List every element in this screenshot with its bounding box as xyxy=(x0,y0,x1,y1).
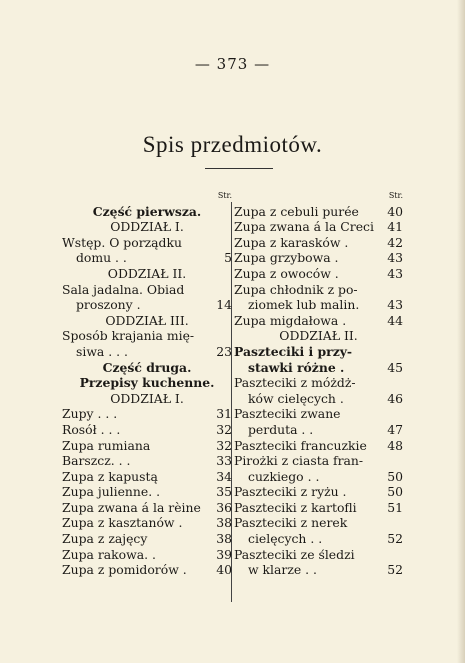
toc-entry-text: ków cielęcych . xyxy=(248,390,344,406)
toc-entry xyxy=(234,360,403,376)
toc-page-number: 39 xyxy=(216,546,232,562)
toc-entry-text: Paszteciki i przy- xyxy=(234,343,353,359)
toc-entry xyxy=(62,250,232,266)
toc-entry-text: Część druga. xyxy=(102,359,192,375)
toc-page-number: 40 xyxy=(387,203,403,219)
toc-entry-text: ODDZIAŁ I. xyxy=(110,390,184,406)
toc-page-number: 50 xyxy=(387,468,403,484)
toc-entry xyxy=(234,266,403,282)
toc-part-heading xyxy=(62,375,232,391)
toc-entry-text: Paszteciki ze śledzi xyxy=(234,546,355,562)
toc-page-number: 50 xyxy=(387,484,403,500)
toc-entry-text: ODDZIAŁ II. xyxy=(107,265,187,281)
toc-entry xyxy=(234,204,403,220)
toc-entry-text: ODDZIAŁ III. xyxy=(105,312,189,328)
toc-entry xyxy=(234,235,403,251)
toc-right-column xyxy=(234,188,403,578)
toc-entry-text: Zupa rumiana xyxy=(62,437,151,453)
toc-entry-text: Paszteciki z nerek xyxy=(234,515,348,531)
toc-entry-text: Zupa chłodnik z po- xyxy=(234,281,358,297)
toc-entry-text: proszony . xyxy=(76,297,141,313)
toc-entry-text: w klarze . . xyxy=(248,562,317,578)
toc-page-number: 40 xyxy=(216,562,232,578)
toc-entry xyxy=(234,344,403,360)
toc-entry xyxy=(234,219,403,235)
toc-entry-text: Sposób krajania mię- xyxy=(62,328,195,344)
toc-entry-text: domu . . xyxy=(76,250,127,266)
toc-section-heading xyxy=(62,266,232,282)
toc-entry xyxy=(62,438,232,454)
page-column-label: Str. xyxy=(388,191,403,200)
toc-entry-text: Zupa zwana á la rèine xyxy=(62,499,201,515)
toc-page-number: 51 xyxy=(387,499,403,515)
toc-entry xyxy=(234,531,403,547)
toc-left-column xyxy=(62,188,232,578)
toc-page-number: 47 xyxy=(387,421,403,437)
toc-page-column-label xyxy=(234,188,403,204)
toc-page-number: 36 xyxy=(216,499,232,515)
toc-entry xyxy=(234,406,403,422)
toc-entry-text: stawki różne . xyxy=(248,359,345,375)
toc-entry xyxy=(234,422,403,438)
toc-entry-text: cuzkiego . . xyxy=(248,468,320,484)
toc-entry-text: ziomek lub malin. xyxy=(248,297,360,313)
toc-page-number: 52 xyxy=(387,531,403,547)
toc-entry xyxy=(234,282,403,298)
toc-entry xyxy=(62,328,232,344)
toc-entry xyxy=(234,469,403,485)
toc-page-number: 43 xyxy=(387,250,403,266)
toc-page-number: 5 xyxy=(224,250,232,266)
toc-page-number: 42 xyxy=(387,234,403,250)
toc-entry xyxy=(234,438,403,454)
toc-entry-text: Zupa grzybowa . xyxy=(234,250,339,266)
toc-page-number: 41 xyxy=(387,219,403,235)
toc-entry xyxy=(62,235,232,251)
toc-entry xyxy=(234,500,403,516)
toc-page-number: 33 xyxy=(216,453,232,469)
toc-page-number: 23 xyxy=(216,343,232,359)
toc-entry xyxy=(62,547,232,563)
toc-page-column-label xyxy=(62,188,232,204)
toc-section-heading xyxy=(62,391,232,407)
toc-entry-text: Zupa z kasztanów . xyxy=(62,515,183,531)
title-underline-rule xyxy=(205,168,273,169)
toc-part-heading xyxy=(62,204,232,220)
toc-entry-text: siwa . . . xyxy=(76,343,128,359)
toc-entry xyxy=(62,344,232,360)
toc-page-number: 52 xyxy=(387,562,403,578)
toc-entry-text: ODDZIAŁ II. xyxy=(279,328,358,344)
page-number-header: — 373 — xyxy=(194,55,271,73)
toc-entry-text: Paszteciki z móżdż- xyxy=(234,375,356,391)
toc-page-number: 31 xyxy=(216,406,232,422)
toc-entry-text: Zupa z pomidorów . xyxy=(62,562,187,578)
page-title: Spis przedmiotów. xyxy=(142,132,323,157)
toc-entry xyxy=(62,515,232,531)
toc-page-number: 35 xyxy=(216,484,232,500)
toc-entry-text: Przepisy kuchenne. xyxy=(79,375,215,391)
toc-entry xyxy=(62,406,232,422)
toc-entry xyxy=(234,484,403,500)
toc-entry xyxy=(62,500,232,516)
toc-entry-text: Paszteciki zwane xyxy=(234,406,341,422)
toc-entry-text: Paszteciki z kartofli xyxy=(234,499,357,515)
toc-page-number: 45 xyxy=(387,359,403,375)
toc-page-number: 32 xyxy=(216,421,232,437)
toc-part-heading xyxy=(62,360,232,376)
toc-section-heading xyxy=(62,219,232,235)
toc-entry xyxy=(234,515,403,531)
toc-page-number: 44 xyxy=(387,312,403,328)
toc-entry-text: Zupa z zajęcy xyxy=(62,531,148,547)
page-edge-shadow xyxy=(457,0,465,663)
toc-page-number: 46 xyxy=(387,390,403,406)
toc-entry-text: Zupy . . . xyxy=(62,406,118,422)
toc-entry xyxy=(62,297,232,313)
toc-entry-text: Zupa z cebuli purée xyxy=(234,203,359,219)
toc-entry xyxy=(62,562,232,578)
toc-entry xyxy=(234,313,403,329)
toc-page-number: 43 xyxy=(387,265,403,281)
toc-entry xyxy=(62,453,232,469)
toc-page-number: 34 xyxy=(216,468,232,484)
toc-entry-text: Rosół . . . xyxy=(62,421,121,437)
toc-entry-text: Zupa zwana á la Creci xyxy=(234,219,374,235)
toc-entry-text: Zupa z owoców . xyxy=(234,265,339,281)
toc-entry xyxy=(62,531,232,547)
toc-entry xyxy=(62,469,232,485)
toc-entry-text: Sala jadalna. Obiad xyxy=(62,281,185,297)
toc-page-number: 38 xyxy=(216,531,232,547)
toc-entry xyxy=(234,297,403,313)
toc-entry-text: Pirożki z ciasta fran- xyxy=(234,453,364,469)
toc-entry xyxy=(62,422,232,438)
toc-section-heading xyxy=(234,328,403,344)
toc-entry-text: Barszcz. . . xyxy=(62,453,131,469)
toc-entry-text: cielęcych . . xyxy=(248,531,323,547)
toc-page-number: 43 xyxy=(387,297,403,313)
toc-entry-text: Paszteciki francuzkie xyxy=(234,437,367,453)
toc-entry-text: Zupa z kapustą xyxy=(62,468,158,484)
toc-entry-text: perduta . . xyxy=(248,421,314,437)
toc-entry-text: Wstęp. O porządku xyxy=(62,234,182,250)
toc-page-number: 48 xyxy=(387,437,403,453)
toc-entry-text: Zupa julienne. . xyxy=(62,484,161,500)
toc-entry-text: Część pierwsza. xyxy=(92,203,202,219)
toc-entry-text: Paszteciki z ryżu . xyxy=(234,484,347,500)
toc-entry xyxy=(234,375,403,391)
toc-entry-text: Zupa migdałowa . xyxy=(234,312,347,328)
page-column-label: Str. xyxy=(217,191,232,200)
toc-entry xyxy=(234,547,403,563)
toc-entry xyxy=(62,484,232,500)
toc-page-number: 38 xyxy=(216,515,232,531)
toc-entry xyxy=(234,453,403,469)
toc-entry xyxy=(234,562,403,578)
toc-entry xyxy=(62,282,232,298)
toc-entry-text: Zupa rakowa. . xyxy=(62,546,156,562)
toc-page-number: 14 xyxy=(216,297,232,313)
toc-page-number: 32 xyxy=(216,437,232,453)
toc-entry-text: ODDZIAŁ I. xyxy=(110,219,184,235)
toc-entry xyxy=(234,391,403,407)
toc-entry xyxy=(234,250,403,266)
toc-entry-text: Zupa z karasków . xyxy=(234,234,349,250)
toc-section-heading xyxy=(62,313,232,329)
